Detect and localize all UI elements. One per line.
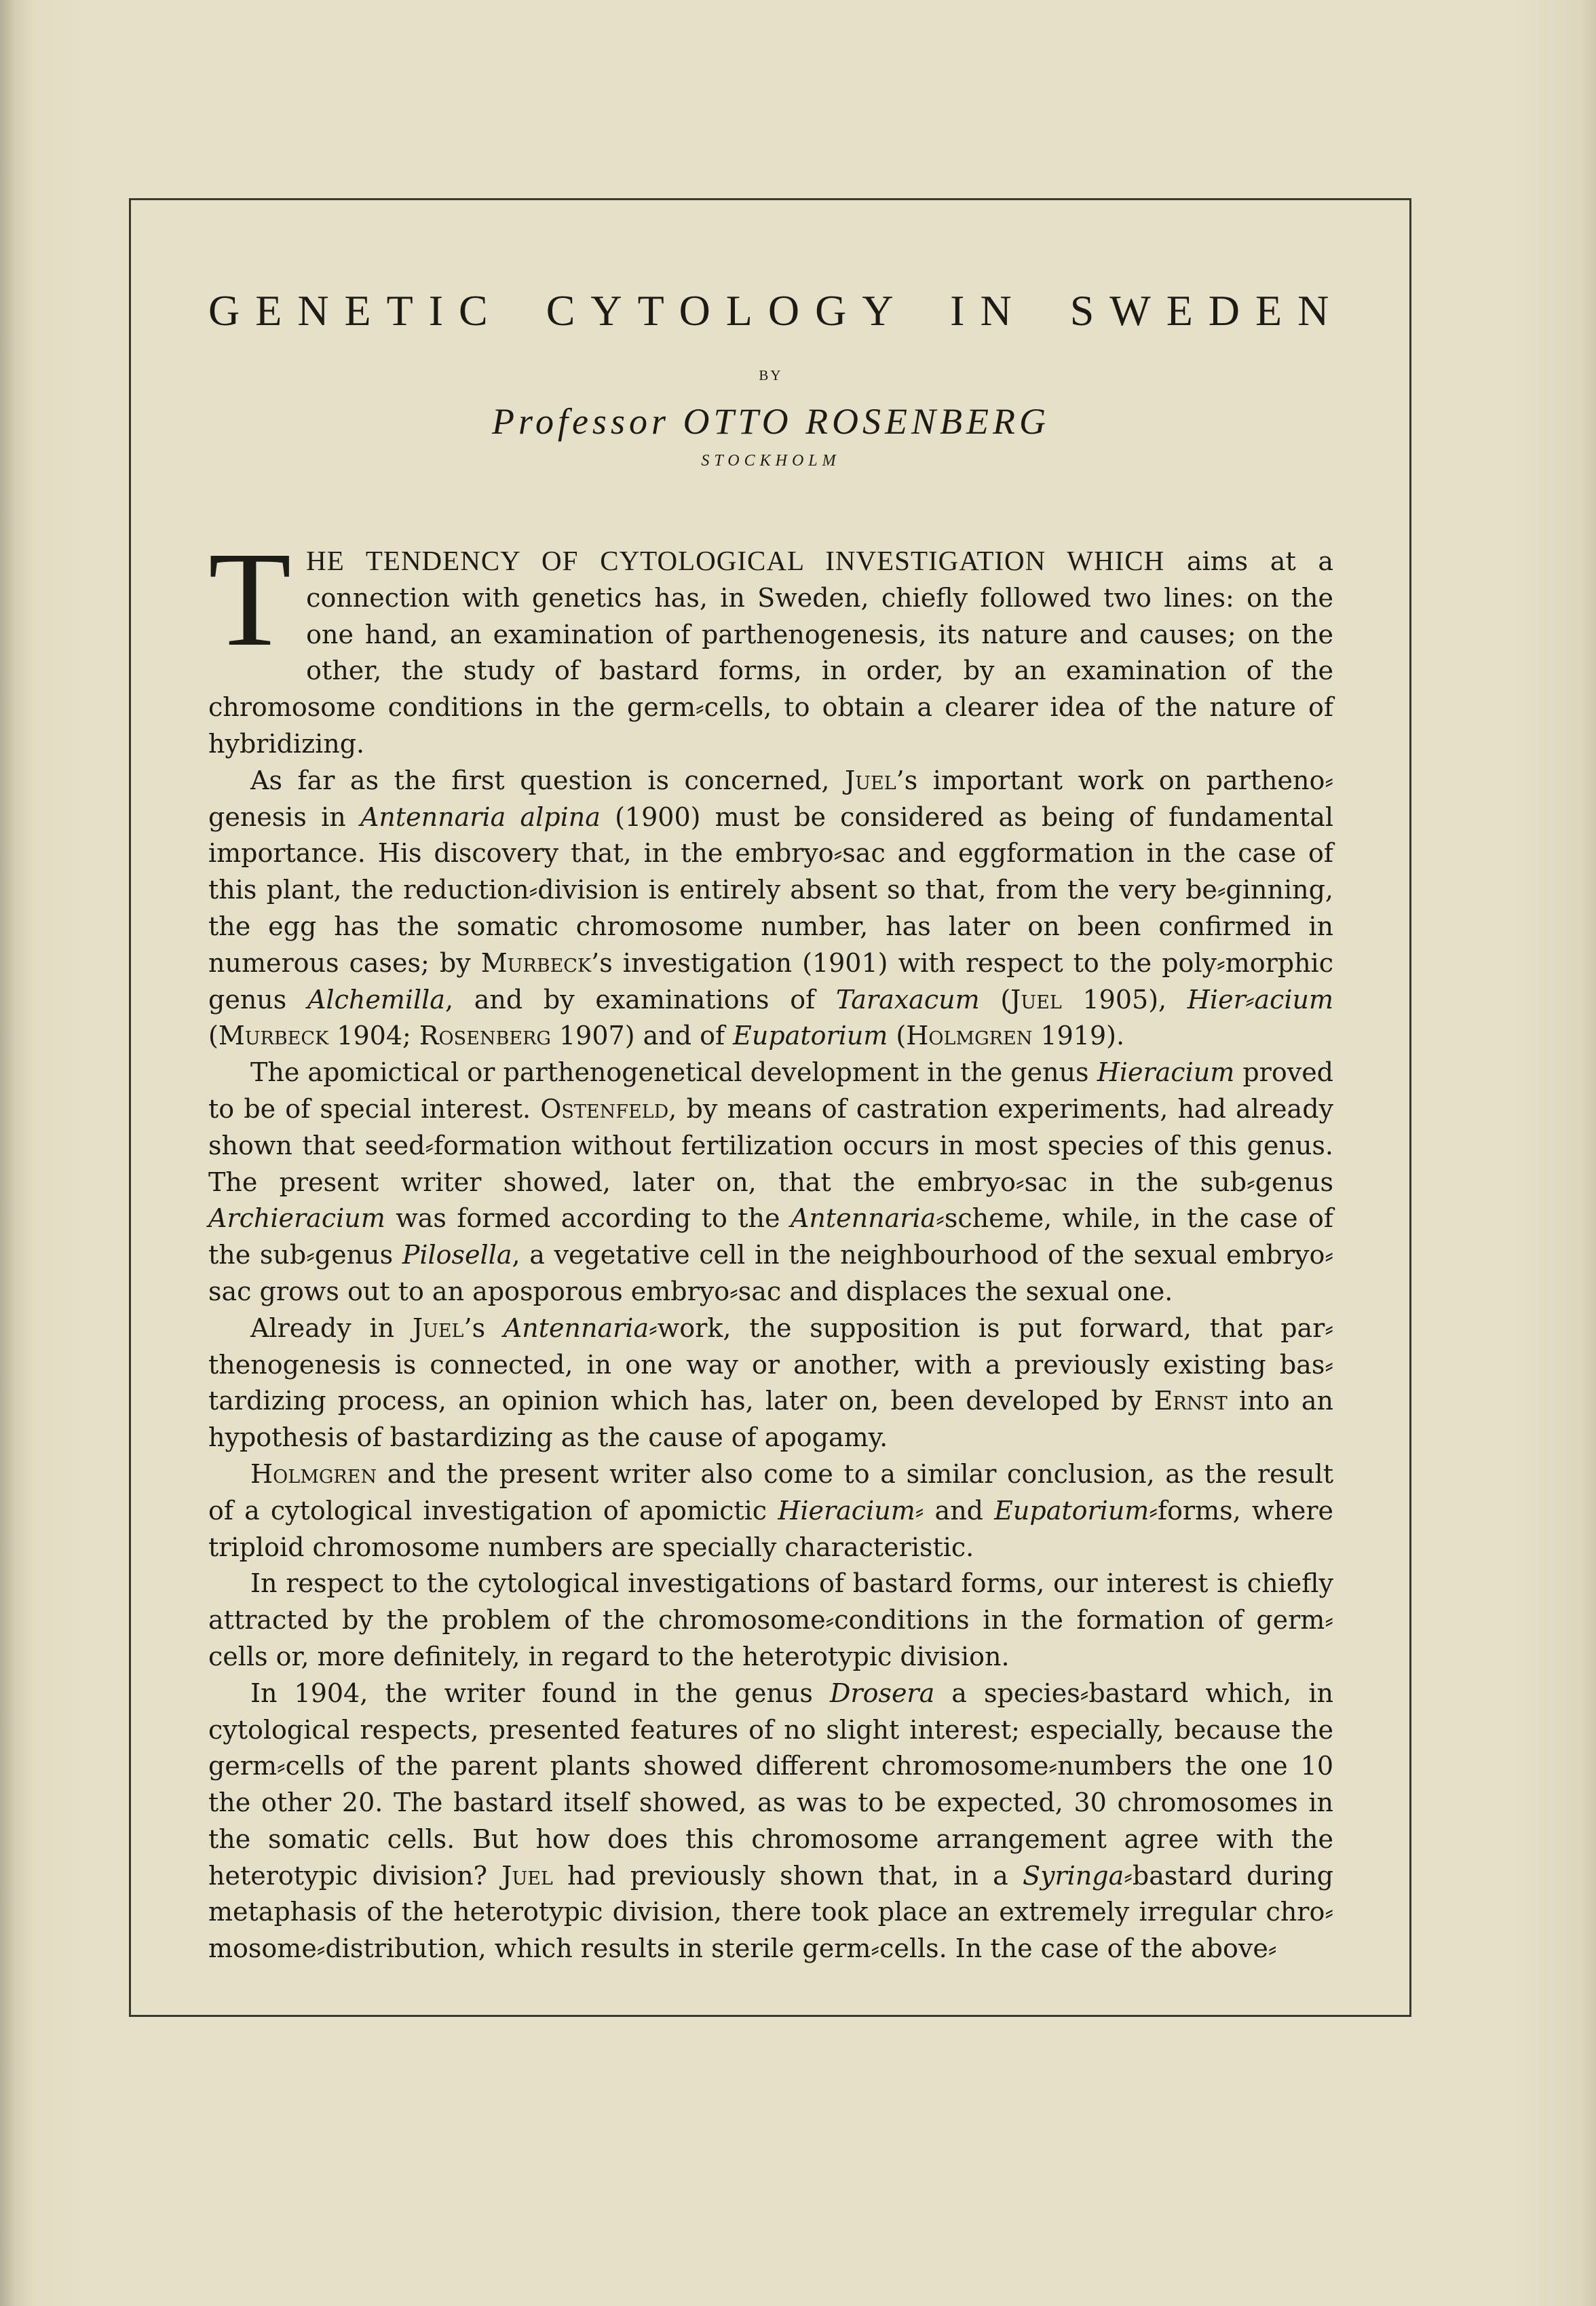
- paragraph-4: [208, 1310, 1333, 1456]
- text-run: , by means of castration experiments, had already shown that seed⸗formation without fertilization occurs in most species of this genus. The present writer showed, later on, that the embryo⸗sac in the sub⸗genus: [208, 1093, 1334, 1197]
- author-citation: Rosenberg: [419, 1021, 551, 1051]
- text-run: (: [208, 1021, 218, 1051]
- text-run: 1904;: [328, 1021, 419, 1051]
- text-run: ⸗ and: [915, 1495, 995, 1526]
- italic-text: Alchemilla: [307, 984, 445, 1015]
- author-citation: Juel: [501, 1860, 553, 1891]
- text-run: As far as the first question is concerned,: [250, 765, 846, 795]
- italic-text: Pilosella: [402, 1240, 512, 1270]
- italic-text: Antennaria: [503, 1312, 649, 1343]
- text-run: ⸗scheme, while, in the case of the sub⸗genus: [208, 1203, 1333, 1270]
- italic-text: Hieracium: [778, 1495, 915, 1526]
- paragraph-1: [208, 525, 1333, 763]
- paragraph-2: [208, 763, 1333, 1055]
- author-citation: Juel: [845, 765, 896, 795]
- paragraph-6: [208, 1566, 1333, 1675]
- text-run: ’s important work on partheno⸗genesis in: [208, 765, 1333, 832]
- text-run: proved to be of special interest.: [208, 1057, 1334, 1124]
- article-body: [208, 525, 1334, 1967]
- italic-text: Drosera: [829, 1678, 935, 1708]
- italic-text: Archieracium: [208, 1203, 385, 1234]
- text-run: ⸗work, the supposition is put forward, that par⸗thenogenesis is connected, in one way or another, with a previously existing bas⸗tardizing process, an opinion which has, later on, been developed by: [208, 1312, 1333, 1416]
- text-run: ’s: [463, 1312, 504, 1343]
- author-location: STOCKHOLM: [701, 452, 841, 470]
- author-citation: Juel: [1010, 984, 1062, 1015]
- text-run: and the present writer also come to a similar conclusion, as the result of a cytological investigation of apomictic: [208, 1458, 1333, 1526]
- text-run: , a vegetative cell in the neighbourhood of the sexual embryo⸗sac grows out to an aposporous embryo⸗sac and displaces the sexual one.: [208, 1240, 1333, 1306]
- text-run: The apomictical or parthenogenetical development in the genus: [250, 1057, 1097, 1088]
- text-run: In 1904, the writer found in the genus: [250, 1678, 830, 1708]
- text-run: ’s investigation (1901) with respect to the poly⸗morphic genus: [208, 947, 1333, 1015]
- text-run: (: [979, 984, 1011, 1015]
- italic-text: Hieracium: [1097, 1057, 1235, 1088]
- text-run: , and by examinations of: [444, 984, 836, 1015]
- text-run: ⸗forms, where triploid chromosome numbers are specially characteristic.: [208, 1495, 1333, 1562]
- lead-in-caps: HE TENDENCY OF CYTOLOGICAL INVESTIGATION WHICH: [306, 545, 1165, 576]
- author-citation: Holmgren: [906, 1021, 1033, 1051]
- text-run: had previously shown that, in a: [552, 1860, 1023, 1891]
- paragraph-3: [208, 1055, 1333, 1310]
- author-citation: Ernst: [1154, 1386, 1228, 1416]
- text-run: ⸗bastard during metaphasis of the heterotypic division, there took place an extremely irregular chro⸗mosome⸗distribution, which results in sterile germ⸗cells. In the case of the above⸗: [208, 1860, 1333, 1964]
- text-run: Already in: [250, 1312, 413, 1343]
- text-run: 1907) and of: [550, 1021, 734, 1051]
- text-run: (1900) must be considered as being of fundamental importance. His discovery that, in the embryo⸗sac and eggformation in the case of this plant, the reduction⸗division is entirely absent so that, from the very be⸗ginning, the egg has the somatic chromosome number, has later on been confirmed in numerous cases; by: [208, 801, 1334, 978]
- author-name: Professor OTTO ROSENBERG: [491, 401, 1050, 442]
- text-run: into an hypothesis of bastardizing as the cause of apogamy.: [208, 1386, 1334, 1453]
- text-run: 1905),: [1061, 984, 1188, 1015]
- paragraph-5: [208, 1456, 1333, 1566]
- author-citation: Ostenfeld: [540, 1093, 669, 1124]
- text-run: aims at a connection with genetics has, in Sweden, chiefly followed two lines: on the one hand, an examination of parthenogenesis, its nature and causes; on the other, the study of bastard forms, in order, by an examination of the chromosome conditions in the germ⸗cells, to obtain a clearer idea of the nature of hybridizing.: [208, 546, 1333, 759]
- italic-text: Taraxacum: [835, 984, 980, 1015]
- italic-text: Antennaria alpina: [360, 801, 601, 832]
- italic-text: Syringa: [1023, 1860, 1124, 1891]
- italic-text: Antennaria: [790, 1203, 936, 1234]
- italic-text: Eupatorium: [733, 1021, 888, 1051]
- italic-text: Eupatorium: [994, 1495, 1150, 1526]
- text-run: 1919).: [1032, 1021, 1125, 1051]
- text-run: In respect to the cytological investigations of bastard forms, our interest is chiefly attracted by the problem of the chromosome⸗conditions in the formation of germ⸗cells or, more definitely, in regard to the heterotypic division.: [208, 1568, 1333, 1671]
- author-citation: Holmgren: [250, 1458, 377, 1489]
- text-run: a species⸗bastard which, in cytological respects, presented features of no slight interest; especially, because the germ⸗cells of the parent plants showed different chromosome⸗numbers the one 10 the other 20. The bastard itself showed, as was to be expected, 30 chromosomes in the somatic cells. But how does this chromosome arrangement agree with the heterotypic division?: [208, 1678, 1333, 1891]
- author-citation: Murbeck: [218, 1021, 329, 1051]
- paragraph-7: [208, 1676, 1333, 1967]
- italic-text: Hier⸗acium: [1187, 984, 1333, 1015]
- author-citation: Juel: [412, 1312, 464, 1343]
- drop-cap: T: [208, 525, 292, 675]
- article-title: GENETIC CYTOLOGY IN SWEDEN: [208, 286, 1345, 335]
- page-content: [208, 0, 1345, 2306]
- byline-by: BY: [759, 367, 783, 383]
- author-citation: Murbeck: [480, 947, 592, 978]
- text-run: (: [888, 1021, 907, 1051]
- text-run: was formed according to the: [385, 1203, 791, 1234]
